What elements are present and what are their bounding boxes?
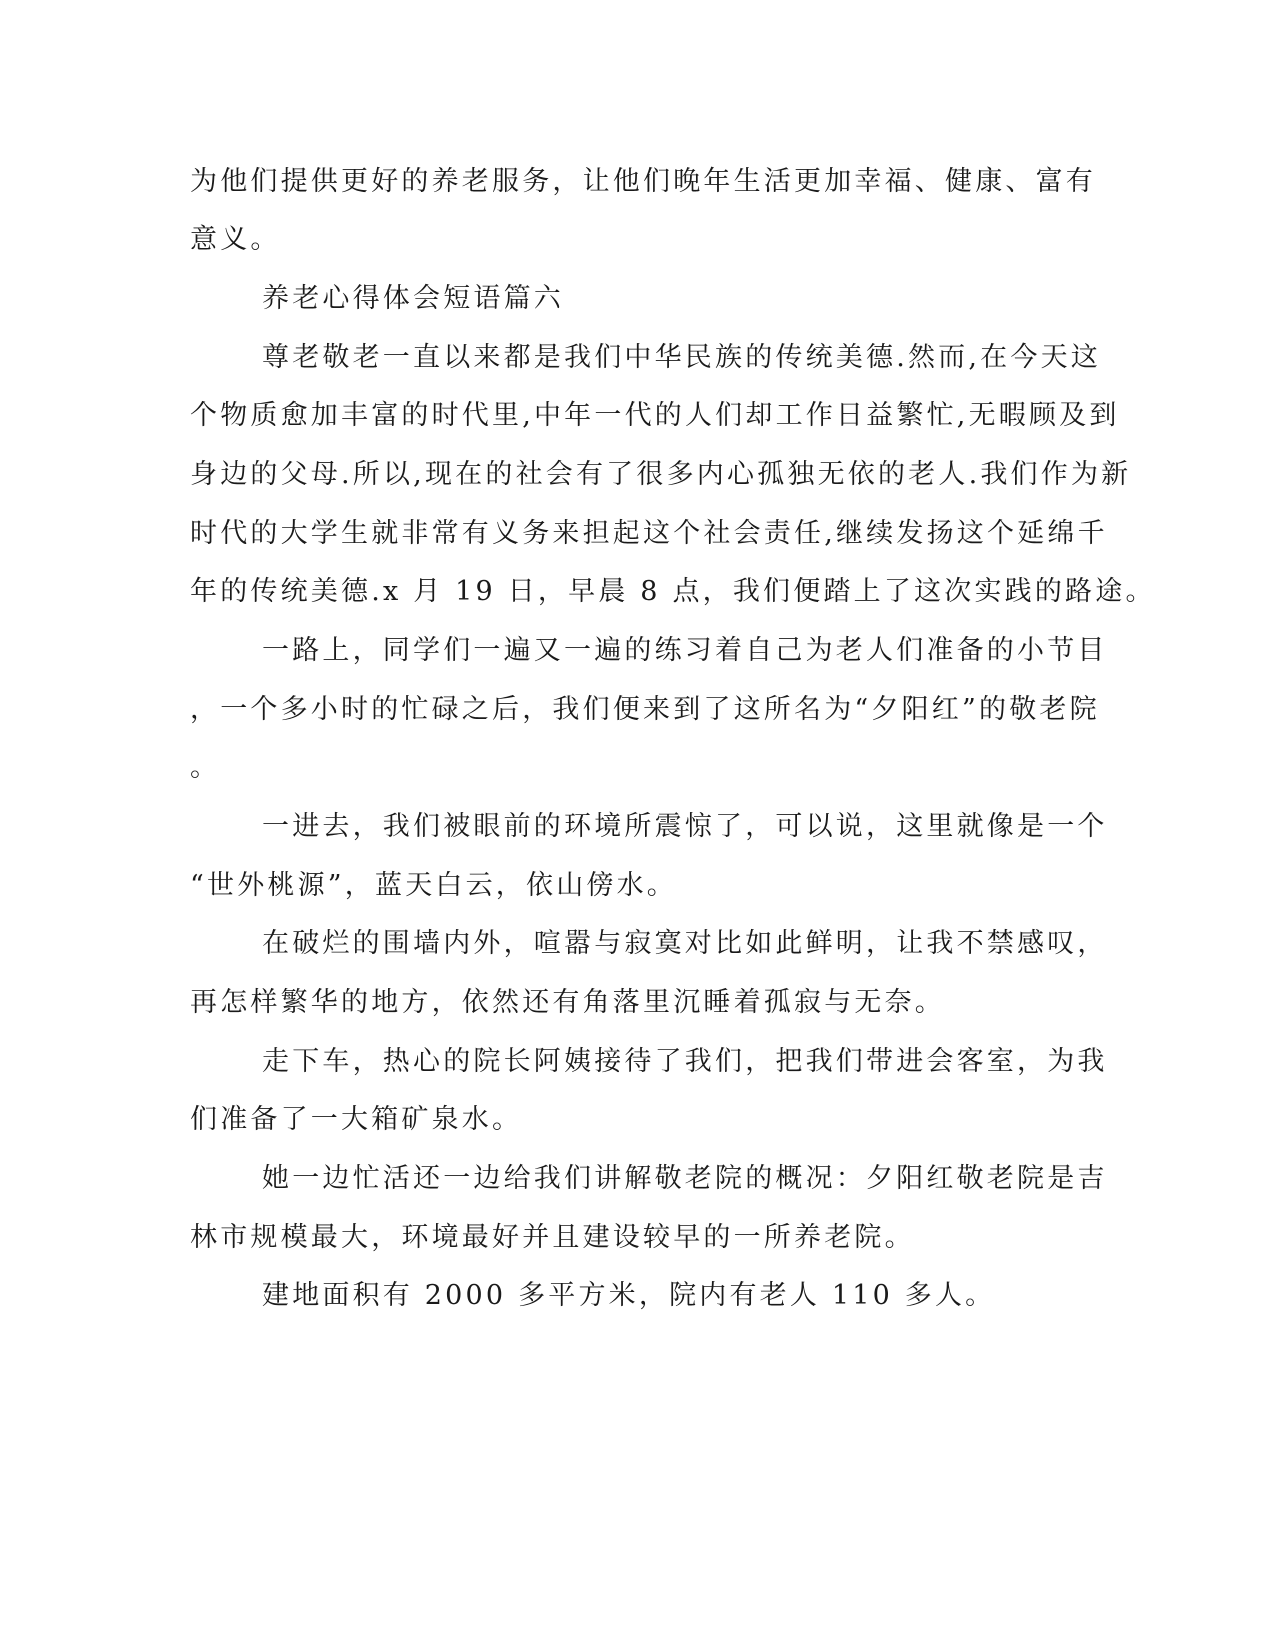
paragraph-line: 林市规模最大，环境最好并且建设较早的一所养老院。 [190,1222,915,1253]
paragraph-line: 一进去，我们被眼前的环境所震惊了，可以说，这里就像是一个 [262,811,1108,842]
paragraph-line: 时代的大学生就非常有义务来担起这个社会责任,继续发扬这个延绵千 [190,518,1108,549]
paragraph-line: 身边的父母.所以,现在的社会有了很多内心孤独无依的老人.我们作为新 [190,459,1132,490]
paragraph-line: 为他们提供更好的养老服务，让他们晚年生活更加幸福、健康、富有 [190,166,1096,197]
paragraph-line: 在破烂的围墙内外，喧嚣与寂寞对比如此鲜明，让我不禁感叹， [262,928,1108,959]
paragraph-line: 。 [190,752,221,783]
paragraph-line: 一路上，同学们一遍又一遍的练习着自己为老人们准备的小节目 [262,635,1108,666]
paragraph-line: 走下车，热心的院长阿姨接待了我们，把我们带进会客室，为我 [262,1046,1108,1077]
paragraph-line: 她一边忙活还一边给我们讲解敬老院的概况：夕阳红敬老院是吉 [262,1163,1108,1194]
paragraph-line: 再怎样繁华的地方，依然还有角落里沉睡着孤寂与无奈。 [190,987,945,1018]
paragraph-line: ，一个多小时的忙碌之后，我们便来到了这所名为“夕阳红”的敬老院 [190,694,1100,725]
paragraph-line: 们准备了一大箱矿泉水。 [190,1104,523,1135]
section-heading: 养老心得体会短语篇六 [262,283,564,314]
paragraph-line: 年的传统美德.x 月 19 日，早晨 8 点，我们便踏上了这次实践的路途。 [190,576,1156,607]
paragraph-line: 尊老敬老一直以来都是我们中华民族的传统美德.然而,在今天这 [262,342,1101,373]
paragraph-line: “世外桃源”，蓝天白云，依山傍水。 [190,870,678,901]
paragraph-line: 建地面积有 2000 多平方米，院内有老人 110 多人。 [262,1280,996,1311]
paragraph-line: 个物质愈加丰富的时代里,中年一代的人们却工作日益繁忙,无暇顾及到 [190,400,1120,431]
paragraph-line: 意义。 [190,224,281,255]
